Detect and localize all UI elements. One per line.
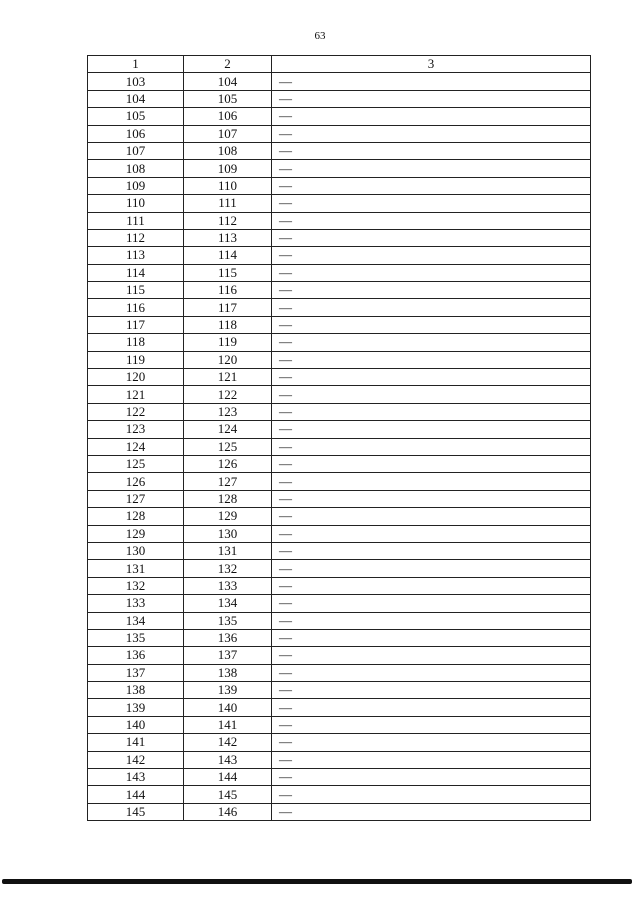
table-cell-col2: 135 — [184, 612, 272, 629]
table-cell-col1: 110 — [88, 195, 184, 212]
table-cell-col2: 129 — [184, 508, 272, 525]
table-cell-col2: 113 — [184, 229, 272, 246]
table-cell-col3: — — [272, 508, 591, 525]
table-cell-col3: — — [272, 282, 591, 299]
table-cell-col3: — — [272, 142, 591, 159]
table-row — [88, 490, 591, 507]
table-cell-col2: 136 — [184, 629, 272, 646]
table-cell-col1: 135 — [88, 629, 184, 646]
table-cell-col1: 131 — [88, 560, 184, 577]
table-body — [88, 73, 591, 821]
table-cell-col2: 137 — [184, 647, 272, 664]
table-cell-col2: 105 — [184, 90, 272, 107]
table-row — [88, 73, 591, 90]
table-cell-col3: — — [272, 786, 591, 803]
table-row — [88, 647, 591, 664]
table-cell-col3: — — [272, 177, 591, 194]
table-cell-col3: — — [272, 612, 591, 629]
table-row — [88, 316, 591, 333]
table-cell-col3: — — [272, 229, 591, 246]
column-header-1: 1 — [88, 56, 184, 73]
table-cell-col3: — — [272, 421, 591, 438]
table-row — [88, 525, 591, 542]
column-header-3: 3 — [272, 56, 591, 73]
table-row — [88, 734, 591, 751]
table-cell-col2: 142 — [184, 734, 272, 751]
table-row — [88, 682, 591, 699]
table-row — [88, 455, 591, 472]
page-number: 63 — [314, 30, 326, 42]
table-cell-col2: 131 — [184, 542, 272, 559]
table-cell-col3: — — [272, 595, 591, 612]
table-cell-col2: 141 — [184, 716, 272, 733]
table-row — [88, 142, 591, 159]
table-row — [88, 560, 591, 577]
table-cell-col1: 129 — [88, 525, 184, 542]
table-cell-col2: 122 — [184, 386, 272, 403]
table-row — [88, 803, 591, 820]
table-cell-col1: 139 — [88, 699, 184, 716]
table-cell-col2: 143 — [184, 751, 272, 768]
table-cell-col3: — — [272, 73, 591, 90]
table-cell-col3: — — [272, 664, 591, 681]
table-cell-col3: — — [272, 751, 591, 768]
table-cell-col2: 145 — [184, 786, 272, 803]
table-cell-col1: 130 — [88, 542, 184, 559]
table-cell-col3: — — [272, 316, 591, 333]
table-cell-col1: 115 — [88, 282, 184, 299]
table-header-row — [88, 56, 591, 73]
table-cell-col2: 123 — [184, 403, 272, 420]
table-cell-col3: — — [272, 803, 591, 820]
table-row — [88, 577, 591, 594]
table-cell-col3: — — [272, 490, 591, 507]
table-row — [88, 751, 591, 768]
table-cell-col1: 123 — [88, 421, 184, 438]
table-row — [88, 229, 591, 246]
table-cell-col1: 118 — [88, 334, 184, 351]
table-cell-col2: 133 — [184, 577, 272, 594]
table-cell-col1: 106 — [88, 125, 184, 142]
table-row — [88, 473, 591, 490]
table-cell-col3: — — [272, 403, 591, 420]
table-cell-col2: 119 — [184, 334, 272, 351]
table-cell-col1: 104 — [88, 90, 184, 107]
table-cell-col2: 128 — [184, 490, 272, 507]
table-cell-col2: 139 — [184, 682, 272, 699]
column-header-2: 2 — [184, 56, 272, 73]
table-cell-col3: — — [272, 90, 591, 107]
table-cell-col1: 120 — [88, 369, 184, 386]
table-cell-col1: 134 — [88, 612, 184, 629]
table-cell-col2: 104 — [184, 73, 272, 90]
table-cell-col3: — — [272, 386, 591, 403]
table-cell-col1: 125 — [88, 455, 184, 472]
table-cell-col2: 115 — [184, 264, 272, 281]
table-cell-col3: — — [272, 560, 591, 577]
table-row — [88, 90, 591, 107]
table-cell-col3: — — [272, 334, 591, 351]
table-cell-col2: 109 — [184, 160, 272, 177]
table-cell-col2: 116 — [184, 282, 272, 299]
table-cell-col2: 146 — [184, 803, 272, 820]
table-cell-col1: 112 — [88, 229, 184, 246]
table-cell-col1: 119 — [88, 351, 184, 368]
table-cell-col1: 113 — [88, 247, 184, 264]
table-cell-col2: 120 — [184, 351, 272, 368]
table-cell-col3: — — [272, 455, 591, 472]
table-cell-col3: — — [272, 716, 591, 733]
table-cell-col1: 144 — [88, 786, 184, 803]
table-cell-col2: 134 — [184, 595, 272, 612]
table-cell-col3: — — [272, 699, 591, 716]
table-cell-col3: — — [272, 438, 591, 455]
table-cell-col2: 132 — [184, 560, 272, 577]
table-cell-col1: 116 — [88, 299, 184, 316]
table-cell-col1: 137 — [88, 664, 184, 681]
table-cell-col1: 127 — [88, 490, 184, 507]
table-cell-col2: 112 — [184, 212, 272, 229]
table-row — [88, 403, 591, 420]
table-cell-col1: 103 — [88, 73, 184, 90]
table-row — [88, 160, 591, 177]
table-cell-col1: 107 — [88, 142, 184, 159]
table-cell-col3: — — [272, 525, 591, 542]
table-cell-col1: 132 — [88, 577, 184, 594]
table-cell-col2: 125 — [184, 438, 272, 455]
table-cell-col3: — — [272, 108, 591, 125]
table-row — [88, 664, 591, 681]
table-row — [88, 351, 591, 368]
table-cell-col2: 108 — [184, 142, 272, 159]
table-row — [88, 629, 591, 646]
table-cell-col1: 111 — [88, 212, 184, 229]
table-cell-col2: 126 — [184, 455, 272, 472]
table-row — [88, 247, 591, 264]
table-cell-col3: — — [272, 542, 591, 559]
table-cell-col2: 117 — [184, 299, 272, 316]
table-cell-col2: 111 — [184, 195, 272, 212]
table-cell-col1: 145 — [88, 803, 184, 820]
table-row — [88, 612, 591, 629]
table-cell-col1: 114 — [88, 264, 184, 281]
table-cell-col3: — — [272, 629, 591, 646]
table-cell-col3: — — [272, 160, 591, 177]
table-row — [88, 212, 591, 229]
table-cell-col1: 136 — [88, 647, 184, 664]
table-cell-col3: — — [272, 647, 591, 664]
table-row — [88, 716, 591, 733]
table-cell-col2: 110 — [184, 177, 272, 194]
table-cell-col2: 107 — [184, 125, 272, 142]
table-cell-col3: — — [272, 577, 591, 594]
table-cell-col2: 106 — [184, 108, 272, 125]
table-cell-col3: — — [272, 195, 591, 212]
bottom-rule — [2, 879, 632, 884]
table-cell-col3: — — [272, 369, 591, 386]
table-cell-col1: 133 — [88, 595, 184, 612]
table-row — [88, 177, 591, 194]
table-cell-col2: 114 — [184, 247, 272, 264]
table-cell-col1: 117 — [88, 316, 184, 333]
table-cell-col2: 118 — [184, 316, 272, 333]
table-cell-col1: 140 — [88, 716, 184, 733]
table-row — [88, 769, 591, 786]
table-cell-col3: — — [272, 473, 591, 490]
table-cell-col3: — — [272, 734, 591, 751]
table-row — [88, 299, 591, 316]
table-row — [88, 125, 591, 142]
table-row — [88, 369, 591, 386]
table-cell-col1: 124 — [88, 438, 184, 455]
table-cell-col1: 122 — [88, 403, 184, 420]
table-cell-col1: 109 — [88, 177, 184, 194]
table-cell-col2: 140 — [184, 699, 272, 716]
table-row — [88, 786, 591, 803]
data-table — [87, 55, 591, 821]
table-cell-col1: 108 — [88, 160, 184, 177]
table-cell-col1: 126 — [88, 473, 184, 490]
table-row — [88, 438, 591, 455]
table-cell-col3: — — [272, 769, 591, 786]
table-cell-col1: 121 — [88, 386, 184, 403]
table-row — [88, 595, 591, 612]
table-row — [88, 508, 591, 525]
table-cell-col3: — — [272, 351, 591, 368]
table-cell-col3: — — [272, 682, 591, 699]
table-cell-col2: 130 — [184, 525, 272, 542]
table-cell-col1: 138 — [88, 682, 184, 699]
table-cell-col1: 141 — [88, 734, 184, 751]
table-cell-col1: 143 — [88, 769, 184, 786]
table-cell-col3: — — [272, 247, 591, 264]
table-row — [88, 421, 591, 438]
table-cell-col2: 144 — [184, 769, 272, 786]
table-cell-col3: — — [272, 212, 591, 229]
table-cell-col2: 124 — [184, 421, 272, 438]
table-row — [88, 282, 591, 299]
table-cell-col1: 142 — [88, 751, 184, 768]
table-cell-col2: 121 — [184, 369, 272, 386]
table-cell-col3: — — [272, 264, 591, 281]
table-cell-col3: — — [272, 299, 591, 316]
table-cell-col2: 127 — [184, 473, 272, 490]
table-row — [88, 542, 591, 559]
table-row — [88, 195, 591, 212]
table-cell-col2: 138 — [184, 664, 272, 681]
table-cell-col1: 128 — [88, 508, 184, 525]
table-row — [88, 334, 591, 351]
table-cell-col3: — — [272, 125, 591, 142]
table-row — [88, 699, 591, 716]
table-cell-col1: 105 — [88, 108, 184, 125]
table-row — [88, 108, 591, 125]
table-row — [88, 264, 591, 281]
table-row — [88, 386, 591, 403]
